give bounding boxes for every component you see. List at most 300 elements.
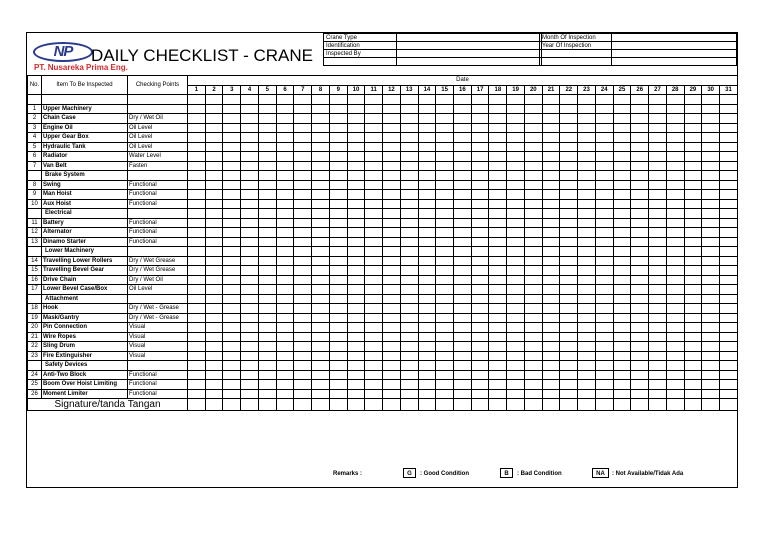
check-cell[interactable] xyxy=(436,389,454,399)
check-cell[interactable] xyxy=(720,142,738,152)
check-cell[interactable] xyxy=(578,114,596,124)
check-cell[interactable] xyxy=(312,114,330,124)
check-cell[interactable] xyxy=(347,123,365,133)
check-cell[interactable] xyxy=(454,389,472,399)
check-cell[interactable] xyxy=(471,332,489,342)
check-cell[interactable] xyxy=(347,266,365,276)
check-cell[interactable] xyxy=(702,342,720,352)
signature-cell[interactable] xyxy=(418,399,436,411)
check-cell[interactable] xyxy=(436,123,454,133)
check-cell[interactable] xyxy=(329,104,347,114)
check-cell[interactable] xyxy=(684,304,702,314)
check-cell[interactable] xyxy=(205,266,223,276)
check-cell[interactable] xyxy=(418,95,436,105)
check-cell[interactable] xyxy=(507,161,525,171)
check-cell[interactable] xyxy=(241,266,259,276)
check-cell[interactable] xyxy=(720,218,738,228)
check-cell[interactable] xyxy=(418,323,436,333)
check-cell[interactable] xyxy=(720,389,738,399)
check-cell[interactable] xyxy=(400,123,418,133)
check-cell[interactable] xyxy=(507,209,525,219)
check-cell[interactable] xyxy=(400,228,418,238)
check-cell[interactable] xyxy=(205,180,223,190)
check-cell[interactable] xyxy=(436,247,454,257)
check-cell[interactable] xyxy=(578,190,596,200)
check-cell[interactable] xyxy=(507,190,525,200)
check-cell[interactable] xyxy=(666,123,684,133)
check-cell[interactable] xyxy=(684,104,702,114)
check-cell[interactable] xyxy=(542,285,560,295)
check-cell[interactable] xyxy=(312,323,330,333)
check-cell[interactable] xyxy=(720,161,738,171)
check-cell[interactable] xyxy=(418,304,436,314)
signature-cell[interactable] xyxy=(489,399,507,411)
check-cell[interactable] xyxy=(524,380,542,390)
check-cell[interactable] xyxy=(205,275,223,285)
check-cell[interactable] xyxy=(595,323,613,333)
check-cell[interactable] xyxy=(383,294,401,304)
check-cell[interactable] xyxy=(684,294,702,304)
check-cell[interactable] xyxy=(294,104,312,114)
check-cell[interactable] xyxy=(560,133,578,143)
check-cell[interactable] xyxy=(542,209,560,219)
check-cell[interactable] xyxy=(400,247,418,257)
check-cell[interactable] xyxy=(560,247,578,257)
check-cell[interactable] xyxy=(383,351,401,361)
check-cell[interactable] xyxy=(720,313,738,323)
check-cell[interactable] xyxy=(329,247,347,257)
check-cell[interactable] xyxy=(684,361,702,371)
check-cell[interactable] xyxy=(524,275,542,285)
check-cell[interactable] xyxy=(595,304,613,314)
field-value-blank[interactable] xyxy=(397,58,542,66)
check-cell[interactable] xyxy=(454,218,472,228)
check-cell[interactable] xyxy=(258,342,276,352)
check-cell[interactable] xyxy=(649,256,667,266)
check-cell[interactable] xyxy=(347,142,365,152)
check-cell[interactable] xyxy=(649,114,667,124)
check-cell[interactable] xyxy=(347,304,365,314)
check-cell[interactable] xyxy=(595,95,613,105)
check-cell[interactable] xyxy=(383,237,401,247)
check-cell[interactable] xyxy=(365,104,383,114)
check-cell[interactable] xyxy=(702,247,720,257)
check-cell[interactable] xyxy=(684,133,702,143)
check-cell[interactable] xyxy=(666,190,684,200)
check-cell[interactable] xyxy=(489,313,507,323)
check-cell[interactable] xyxy=(223,180,241,190)
check-cell[interactable] xyxy=(684,351,702,361)
check-cell[interactable] xyxy=(276,152,294,162)
check-cell[interactable] xyxy=(613,332,631,342)
check-cell[interactable] xyxy=(595,361,613,371)
check-cell[interactable] xyxy=(347,342,365,352)
check-cell[interactable] xyxy=(560,142,578,152)
check-cell[interactable] xyxy=(595,218,613,228)
check-cell[interactable] xyxy=(471,171,489,181)
check-cell[interactable] xyxy=(471,199,489,209)
check-cell[interactable] xyxy=(613,161,631,171)
check-cell[interactable] xyxy=(347,323,365,333)
check-cell[interactable] xyxy=(595,133,613,143)
check-cell[interactable] xyxy=(471,389,489,399)
check-cell[interactable] xyxy=(258,266,276,276)
check-cell[interactable] xyxy=(720,199,738,209)
check-cell[interactable] xyxy=(702,209,720,219)
check-cell[interactable] xyxy=(542,370,560,380)
check-cell[interactable] xyxy=(329,342,347,352)
check-cell[interactable] xyxy=(560,218,578,228)
check-cell[interactable] xyxy=(329,190,347,200)
check-cell[interactable] xyxy=(471,351,489,361)
check-cell[interactable] xyxy=(365,199,383,209)
field-value-identification[interactable] xyxy=(397,42,542,50)
check-cell[interactable] xyxy=(205,313,223,323)
check-cell[interactable] xyxy=(560,380,578,390)
check-cell[interactable] xyxy=(223,389,241,399)
signature-cell[interactable] xyxy=(436,399,454,411)
check-cell[interactable] xyxy=(188,142,206,152)
check-cell[interactable] xyxy=(507,256,525,266)
check-cell[interactable] xyxy=(631,228,649,238)
check-cell[interactable] xyxy=(365,304,383,314)
check-cell[interactable] xyxy=(578,389,596,399)
check-cell[interactable] xyxy=(312,218,330,228)
check-cell[interactable] xyxy=(560,104,578,114)
check-cell[interactable] xyxy=(454,114,472,124)
check-cell[interactable] xyxy=(684,370,702,380)
check-cell[interactable] xyxy=(702,114,720,124)
check-cell[interactable] xyxy=(241,285,259,295)
check-cell[interactable] xyxy=(400,133,418,143)
check-cell[interactable] xyxy=(542,361,560,371)
check-cell[interactable] xyxy=(524,199,542,209)
check-cell[interactable] xyxy=(649,209,667,219)
check-cell[interactable] xyxy=(400,313,418,323)
check-cell[interactable] xyxy=(649,247,667,257)
check-cell[interactable] xyxy=(684,256,702,266)
check-cell[interactable] xyxy=(666,95,684,105)
check-cell[interactable] xyxy=(205,142,223,152)
check-cell[interactable] xyxy=(205,361,223,371)
check-cell[interactable] xyxy=(666,266,684,276)
check-cell[interactable] xyxy=(294,275,312,285)
check-cell[interactable] xyxy=(205,256,223,266)
check-cell[interactable] xyxy=(276,323,294,333)
check-cell[interactable] xyxy=(312,237,330,247)
check-cell[interactable] xyxy=(276,180,294,190)
check-cell[interactable] xyxy=(524,351,542,361)
check-cell[interactable] xyxy=(542,313,560,323)
check-cell[interactable] xyxy=(223,256,241,266)
check-cell[interactable] xyxy=(649,161,667,171)
check-cell[interactable] xyxy=(595,161,613,171)
check-cell[interactable] xyxy=(258,190,276,200)
check-cell[interactable] xyxy=(471,247,489,257)
check-cell[interactable] xyxy=(188,275,206,285)
check-cell[interactable] xyxy=(436,323,454,333)
check-cell[interactable] xyxy=(578,351,596,361)
check-cell[interactable] xyxy=(702,361,720,371)
check-cell[interactable] xyxy=(595,247,613,257)
check-cell[interactable] xyxy=(454,304,472,314)
check-cell[interactable] xyxy=(666,228,684,238)
check-cell[interactable] xyxy=(631,133,649,143)
check-cell[interactable] xyxy=(365,133,383,143)
field-value-blank-2[interactable] xyxy=(612,50,737,58)
check-cell[interactable] xyxy=(418,361,436,371)
check-cell[interactable] xyxy=(507,380,525,390)
check-cell[interactable] xyxy=(312,275,330,285)
check-cell[interactable] xyxy=(507,152,525,162)
check-cell[interactable] xyxy=(312,247,330,257)
check-cell[interactable] xyxy=(595,380,613,390)
check-cell[interactable] xyxy=(666,380,684,390)
check-cell[interactable] xyxy=(595,285,613,295)
check-cell[interactable] xyxy=(595,294,613,304)
check-cell[interactable] xyxy=(188,199,206,209)
check-cell[interactable] xyxy=(489,304,507,314)
check-cell[interactable] xyxy=(524,266,542,276)
check-cell[interactable] xyxy=(258,323,276,333)
check-cell[interactable] xyxy=(649,361,667,371)
check-cell[interactable] xyxy=(524,228,542,238)
check-cell[interactable] xyxy=(258,304,276,314)
check-cell[interactable] xyxy=(383,247,401,257)
check-cell[interactable] xyxy=(223,323,241,333)
check-cell[interactable] xyxy=(276,199,294,209)
check-cell[interactable] xyxy=(188,285,206,295)
check-cell[interactable] xyxy=(578,95,596,105)
check-cell[interactable] xyxy=(329,133,347,143)
check-cell[interactable] xyxy=(205,152,223,162)
check-cell[interactable] xyxy=(489,294,507,304)
check-cell[interactable] xyxy=(329,114,347,124)
signature-cell[interactable] xyxy=(684,399,702,411)
check-cell[interactable] xyxy=(276,218,294,228)
check-cell[interactable] xyxy=(666,351,684,361)
check-cell[interactable] xyxy=(418,275,436,285)
check-cell[interactable] xyxy=(489,342,507,352)
check-cell[interactable] xyxy=(436,133,454,143)
check-cell[interactable] xyxy=(383,389,401,399)
check-cell[interactable] xyxy=(631,370,649,380)
check-cell[interactable] xyxy=(276,104,294,114)
check-cell[interactable] xyxy=(578,342,596,352)
check-cell[interactable] xyxy=(329,228,347,238)
check-cell[interactable] xyxy=(329,351,347,361)
check-cell[interactable] xyxy=(507,247,525,257)
check-cell[interactable] xyxy=(312,199,330,209)
check-cell[interactable] xyxy=(542,123,560,133)
check-cell[interactable] xyxy=(666,313,684,323)
check-cell[interactable] xyxy=(684,95,702,105)
check-cell[interactable] xyxy=(649,199,667,209)
check-cell[interactable] xyxy=(720,209,738,219)
check-cell[interactable] xyxy=(471,361,489,371)
check-cell[interactable] xyxy=(205,114,223,124)
check-cell[interactable] xyxy=(684,190,702,200)
check-cell[interactable] xyxy=(276,161,294,171)
check-cell[interactable] xyxy=(454,313,472,323)
check-cell[interactable] xyxy=(383,304,401,314)
check-cell[interactable] xyxy=(241,209,259,219)
check-cell[interactable] xyxy=(276,142,294,152)
check-cell[interactable] xyxy=(312,361,330,371)
check-cell[interactable] xyxy=(418,133,436,143)
check-cell[interactable] xyxy=(276,304,294,314)
check-cell[interactable] xyxy=(241,370,259,380)
check-cell[interactable] xyxy=(507,389,525,399)
check-cell[interactable] xyxy=(542,133,560,143)
check-cell[interactable] xyxy=(595,351,613,361)
signature-cell[interactable] xyxy=(258,399,276,411)
check-cell[interactable] xyxy=(507,104,525,114)
check-cell[interactable] xyxy=(241,228,259,238)
check-cell[interactable] xyxy=(205,218,223,228)
check-cell[interactable] xyxy=(613,380,631,390)
check-cell[interactable] xyxy=(347,389,365,399)
check-cell[interactable] xyxy=(720,180,738,190)
check-cell[interactable] xyxy=(524,237,542,247)
check-cell[interactable] xyxy=(595,313,613,323)
check-cell[interactable] xyxy=(631,266,649,276)
check-cell[interactable] xyxy=(631,380,649,390)
check-cell[interactable] xyxy=(329,152,347,162)
check-cell[interactable] xyxy=(578,152,596,162)
check-cell[interactable] xyxy=(595,190,613,200)
check-cell[interactable] xyxy=(489,123,507,133)
check-cell[interactable] xyxy=(312,95,330,105)
check-cell[interactable] xyxy=(720,342,738,352)
check-cell[interactable] xyxy=(188,104,206,114)
check-cell[interactable] xyxy=(489,285,507,295)
check-cell[interactable] xyxy=(631,285,649,295)
check-cell[interactable] xyxy=(258,180,276,190)
check-cell[interactable] xyxy=(258,285,276,295)
check-cell[interactable] xyxy=(365,95,383,105)
check-cell[interactable] xyxy=(720,323,738,333)
check-cell[interactable] xyxy=(241,152,259,162)
check-cell[interactable] xyxy=(418,209,436,219)
check-cell[interactable] xyxy=(383,123,401,133)
check-cell[interactable] xyxy=(507,114,525,124)
check-cell[interactable] xyxy=(595,152,613,162)
check-cell[interactable] xyxy=(524,389,542,399)
check-cell[interactable] xyxy=(258,313,276,323)
check-cell[interactable] xyxy=(684,228,702,238)
check-cell[interactable] xyxy=(560,332,578,342)
check-cell[interactable] xyxy=(276,256,294,266)
check-cell[interactable] xyxy=(702,313,720,323)
check-cell[interactable] xyxy=(241,142,259,152)
check-cell[interactable] xyxy=(347,95,365,105)
signature-cell[interactable] xyxy=(613,399,631,411)
check-cell[interactable] xyxy=(223,228,241,238)
check-cell[interactable] xyxy=(258,228,276,238)
check-cell[interactable] xyxy=(666,304,684,314)
check-cell[interactable] xyxy=(720,351,738,361)
check-cell[interactable] xyxy=(436,237,454,247)
check-cell[interactable] xyxy=(436,228,454,238)
check-cell[interactable] xyxy=(188,133,206,143)
check-cell[interactable] xyxy=(329,256,347,266)
check-cell[interactable] xyxy=(524,304,542,314)
check-cell[interactable] xyxy=(365,389,383,399)
check-cell[interactable] xyxy=(560,275,578,285)
check-cell[interactable] xyxy=(702,161,720,171)
check-cell[interactable] xyxy=(542,228,560,238)
check-cell[interactable] xyxy=(454,104,472,114)
check-cell[interactable] xyxy=(241,199,259,209)
check-cell[interactable] xyxy=(578,247,596,257)
check-cell[interactable] xyxy=(383,190,401,200)
check-cell[interactable] xyxy=(454,323,472,333)
check-cell[interactable] xyxy=(489,152,507,162)
check-cell[interactable] xyxy=(205,199,223,209)
check-cell[interactable] xyxy=(329,180,347,190)
check-cell[interactable] xyxy=(294,133,312,143)
check-cell[interactable] xyxy=(454,351,472,361)
check-cell[interactable] xyxy=(613,361,631,371)
check-cell[interactable] xyxy=(205,323,223,333)
check-cell[interactable] xyxy=(400,190,418,200)
check-cell[interactable] xyxy=(489,256,507,266)
check-cell[interactable] xyxy=(542,161,560,171)
check-cell[interactable] xyxy=(524,152,542,162)
check-cell[interactable] xyxy=(684,313,702,323)
check-cell[interactable] xyxy=(347,171,365,181)
check-cell[interactable] xyxy=(471,256,489,266)
check-cell[interactable] xyxy=(383,285,401,295)
signature-cell[interactable] xyxy=(312,399,330,411)
check-cell[interactable] xyxy=(241,256,259,266)
check-cell[interactable] xyxy=(613,152,631,162)
check-cell[interactable] xyxy=(436,171,454,181)
check-cell[interactable] xyxy=(560,171,578,181)
check-cell[interactable] xyxy=(258,142,276,152)
check-cell[interactable] xyxy=(684,342,702,352)
check-cell[interactable] xyxy=(471,294,489,304)
check-cell[interactable] xyxy=(471,114,489,124)
check-cell[interactable] xyxy=(613,209,631,219)
check-cell[interactable] xyxy=(400,209,418,219)
check-cell[interactable] xyxy=(294,247,312,257)
check-cell[interactable] xyxy=(720,266,738,276)
check-cell[interactable] xyxy=(702,323,720,333)
check-cell[interactable] xyxy=(524,313,542,323)
check-cell[interactable] xyxy=(294,190,312,200)
check-cell[interactable] xyxy=(720,294,738,304)
check-cell[interactable] xyxy=(400,95,418,105)
signature-cell[interactable] xyxy=(241,399,259,411)
check-cell[interactable] xyxy=(578,313,596,323)
check-cell[interactable] xyxy=(631,275,649,285)
check-cell[interactable] xyxy=(489,389,507,399)
check-cell[interactable] xyxy=(702,304,720,314)
check-cell[interactable] xyxy=(223,123,241,133)
check-cell[interactable] xyxy=(613,95,631,105)
check-cell[interactable] xyxy=(436,294,454,304)
check-cell[interactable] xyxy=(649,285,667,295)
check-cell[interactable] xyxy=(400,218,418,228)
check-cell[interactable] xyxy=(436,332,454,342)
check-cell[interactable] xyxy=(329,199,347,209)
check-cell[interactable] xyxy=(188,361,206,371)
check-cell[interactable] xyxy=(507,285,525,295)
check-cell[interactable] xyxy=(649,218,667,228)
check-cell[interactable] xyxy=(578,199,596,209)
